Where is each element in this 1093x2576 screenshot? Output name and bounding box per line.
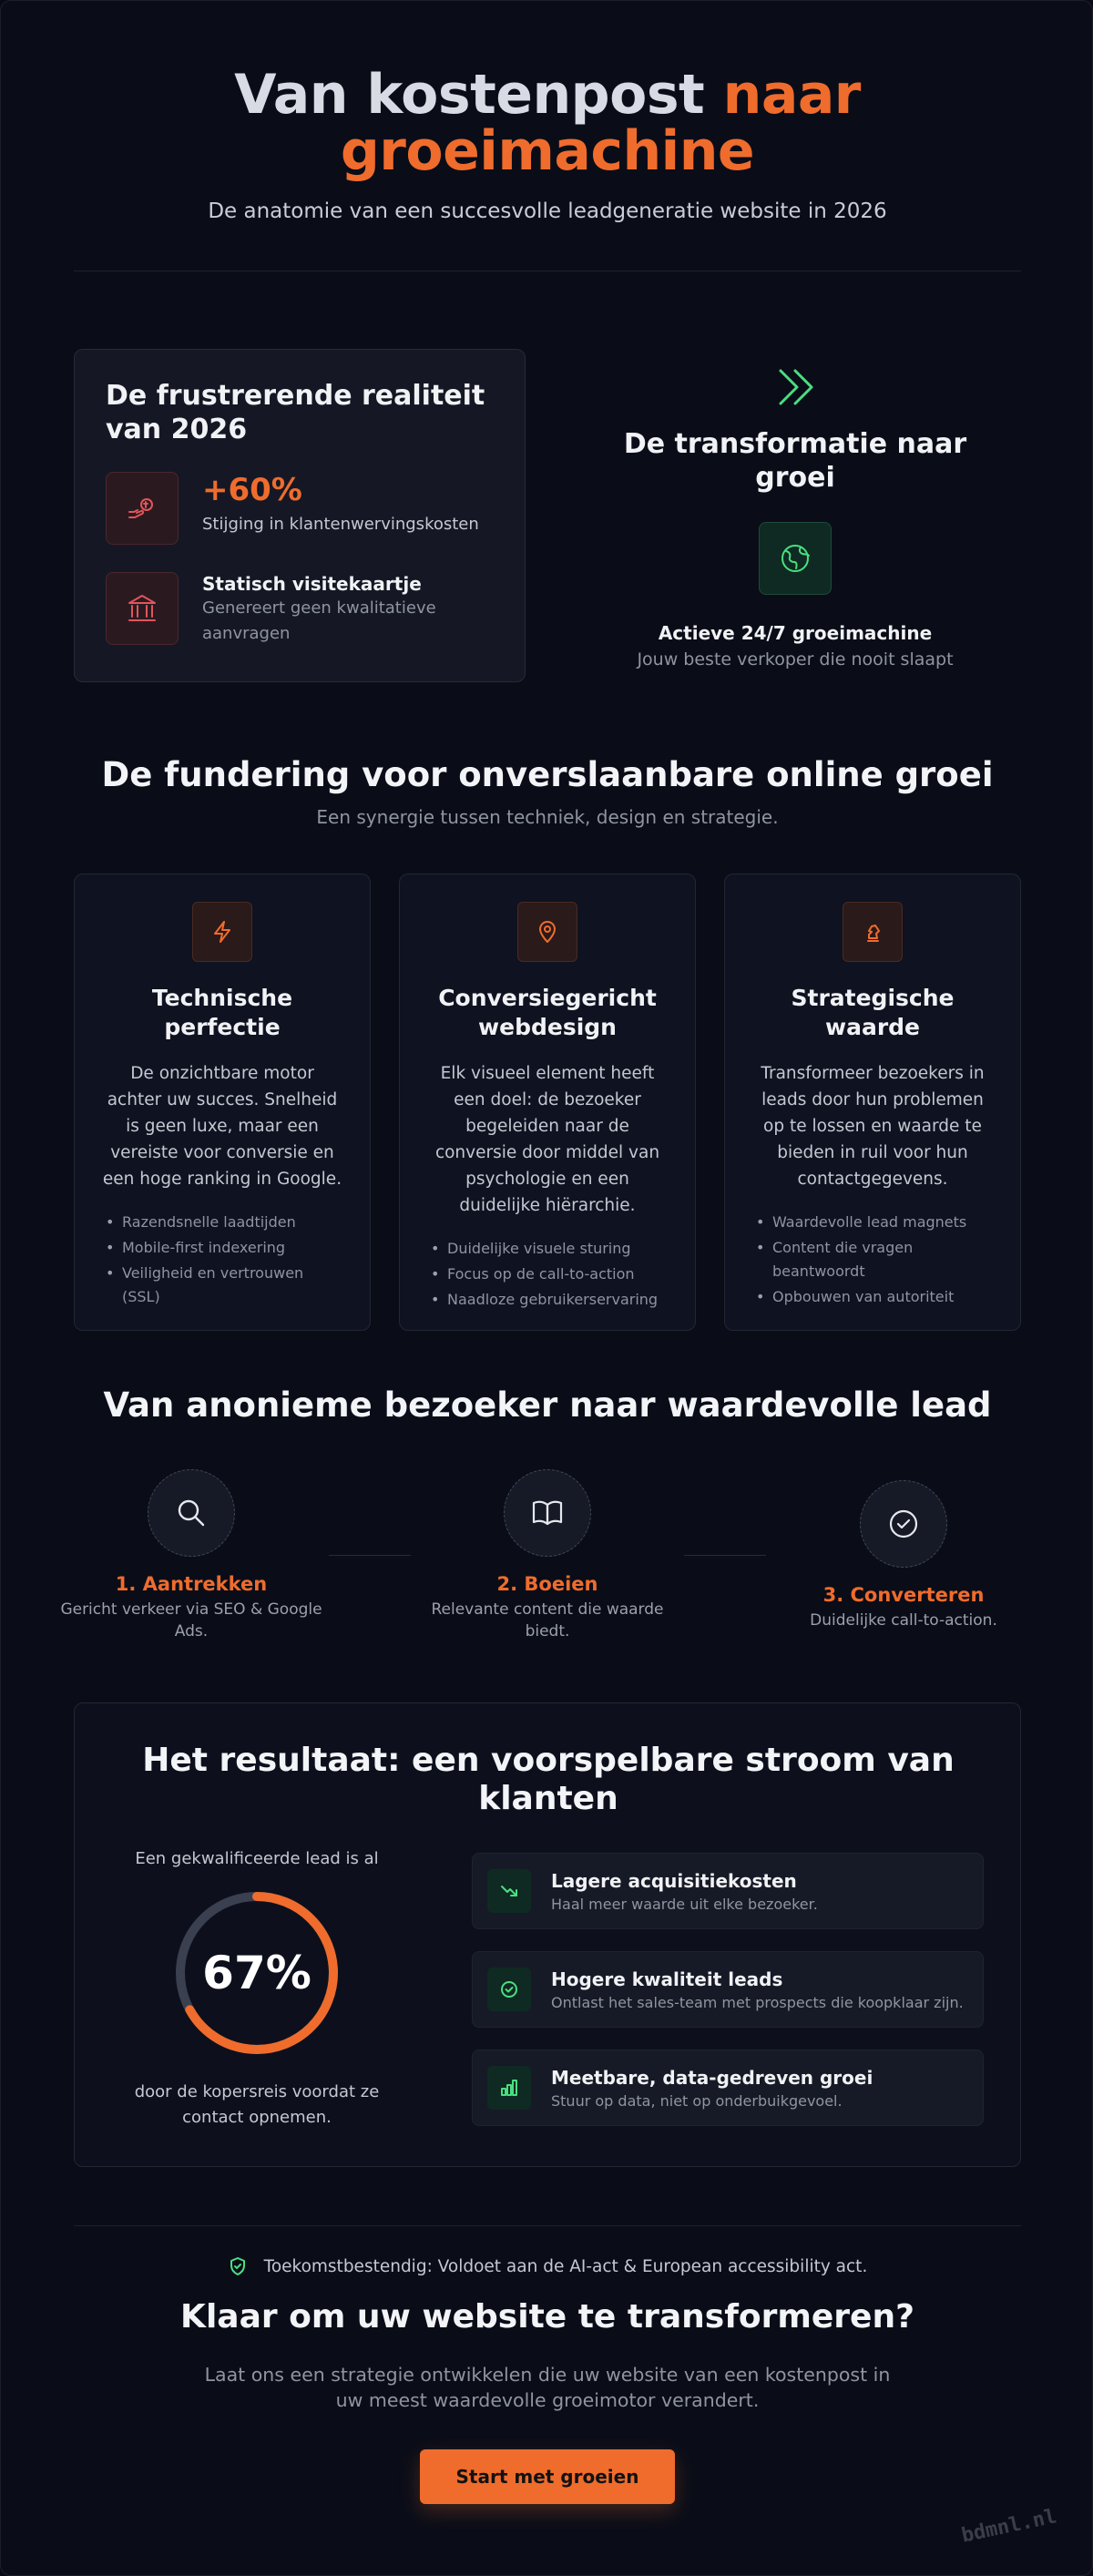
check-circle-icon	[487, 1968, 531, 2011]
list-item: • Focus op de call-to-action	[427, 1262, 668, 1286]
gauge-top-text: Een gekwalificeerde lead is al	[135, 1849, 379, 1868]
divider	[74, 2225, 1021, 2226]
step-sub: Gericht verkeer via SEO & Google Ads.	[60, 1600, 322, 1641]
result-title: Het resultaat: een voorspelbare stroom van klanten	[142, 1742, 955, 1817]
list-item: • Naadloze gebruikerservaring	[427, 1288, 668, 1312]
cta-subtitle: Laat ons een strategie ontwikkelen die uw website van een kostenpost in uw meest waardevolle groeimotor verandert.	[204, 2364, 891, 2411]
step-engage	[411, 1469, 684, 1642]
reality-item-row	[106, 572, 494, 647]
pillar-technical	[74, 874, 371, 1331]
pillar-text: Elk visueel element heeft een doel: de bezoeker begeleiden naar de conversie door middel van psychologie en een duidelijke hiërarchie.	[434, 1064, 660, 1215]
list-item: • Duidelijke visuele sturing	[427, 1237, 668, 1261]
gauge-bottom-text: door de kopersreis voordat ze contact opnemen.	[134, 2082, 380, 2127]
hero	[1, 63, 1093, 223]
stat-value: +60%	[202, 472, 302, 508]
reality-title: De frustrerende realiteit van 2026	[106, 380, 485, 445]
hero-title-part3: groeimachine	[340, 119, 755, 183]
list-item: • Veiligheid en vertrouwen (SSL)	[102, 1262, 342, 1309]
start-button[interactable]: Start met groeien	[420, 2449, 675, 2504]
chess-knight-icon	[843, 902, 903, 962]
reality-item-sub: Genereert geen kwalitatieve aanvragen	[202, 598, 436, 643]
transformation-item-title: Actieve 24/7 groeimachine	[658, 622, 933, 644]
step-attract	[55, 1469, 328, 1642]
foundation-title: De fundering voor onverslaanbare online groei	[101, 755, 994, 794]
watermark: bdmnl.nl	[959, 2505, 1059, 2548]
journey-title: Van anonieme bezoeker naar waardevolle lead	[103, 1385, 992, 1425]
step-connector	[684, 1555, 766, 1556]
step-connector	[329, 1555, 411, 1556]
list-item: • Waardevolle lead magnets	[752, 1211, 993, 1234]
compliance-note	[1, 2256, 1093, 2276]
transformation-block	[606, 365, 985, 670]
shield-check-icon	[228, 2256, 248, 2276]
list-item: • Content die vragen beantwoordt	[752, 1236, 993, 1283]
step-title: 1. Aantrekken	[115, 1573, 268, 1595]
pillar-title: Strategische waarde	[791, 985, 955, 1040]
step-sub: Duidelijke call-to-action.	[810, 1611, 997, 1630]
hero-title-part2: naar	[722, 63, 861, 127]
search-icon	[148, 1469, 235, 1557]
pillar-text: De onzichtbare motor achter uw succes. Snelheid is geen luxe, maar een vereiste voor conversie en een hoge ranking in Google.	[102, 1064, 342, 1189]
benefit-item	[472, 2050, 984, 2126]
gauge-block	[111, 1849, 403, 2131]
benefit-title: Lagere acquisitiekosten	[551, 1869, 797, 1892]
benefit-item	[472, 1951, 984, 2028]
hero-title	[1, 63, 1093, 183]
transformation-item-sub: Jouw beste verkoper die nooit slaapt	[637, 649, 954, 670]
result-card	[74, 1702, 1021, 2167]
reality-stat-row	[106, 472, 494, 545]
pillar-design	[399, 874, 696, 1331]
benefit-title: Hogere kwaliteit leads	[551, 1968, 783, 1990]
trending-down-icon	[487, 1869, 531, 1913]
reality-card	[74, 349, 526, 682]
gauge-value: 67%	[202, 1947, 312, 1999]
bar-chart-icon	[487, 2066, 531, 2110]
book-open-icon	[504, 1469, 591, 1557]
step-title: 3. Converteren	[822, 1584, 985, 1606]
compliance-text: Toekomstbestendig: Voldoet aan de AI-act & European accessibility act.	[263, 2256, 868, 2276]
transformation-title: De transformatie naar groei	[623, 428, 967, 494]
stat-label: Stijging in klantenwervingskosten	[202, 515, 479, 534]
reality-item-title: Statisch visitekaartje	[202, 573, 422, 595]
step-title: 2. Boeien	[496, 1573, 598, 1595]
chevrons-right-icon	[606, 365, 985, 409]
step-sub: Relevante content die waarde biedt.	[431, 1600, 664, 1641]
pillar-bullets	[752, 1211, 993, 1309]
pillar-text: Transformeer bezoekers in leads door hun problemen op te lossen en waarde te bieden in ruil voor hun contactgegevens.	[761, 1064, 985, 1189]
benefit-sub: Ontlast het sales-team met prospects die koopklaar zijn.	[551, 1993, 964, 2011]
pillar-strategy	[724, 874, 1021, 1331]
list-item: • Mobile-first indexering	[102, 1236, 342, 1260]
map-pin-icon	[517, 902, 577, 962]
hero-subtitle: De anatomie van een succesvolle leadgeneratie website in 2026	[208, 199, 887, 223]
foundation-subtitle: Een synergie tussen techniek, design en strategie.	[316, 806, 779, 828]
list-item: • Opbouwen van autoriteit	[752, 1285, 993, 1309]
pillar-title: Technische perfectie	[151, 985, 293, 1040]
globe-icon	[759, 522, 832, 595]
benefit-item	[472, 1853, 984, 1929]
reality-stat-text	[202, 472, 479, 536]
check-circle-icon	[860, 1480, 947, 1568]
benefit-sub: Stuur op data, niet op onderbuikgevoel.	[551, 2091, 843, 2110]
cta-title: Klaar om uw website te transformeren?	[180, 2298, 914, 2336]
benefit-sub: Haal meer waarde uit elke bezoeker.	[551, 1895, 818, 1913]
benefit-title: Meetbare, data-gedreven groei	[551, 2066, 873, 2089]
pillar-title: Conversiegericht webdesign	[438, 985, 657, 1040]
cost-hand-icon	[106, 472, 179, 545]
lightning-icon	[192, 902, 252, 962]
hero-title-part1: Van kostenpost	[234, 63, 723, 127]
pillar-bullets	[102, 1211, 342, 1309]
list-item: • Razendsnelle laadtijden	[102, 1211, 342, 1234]
progress-gauge	[170, 1886, 343, 2060]
reality-item-text	[202, 572, 494, 647]
pillar-bullets	[427, 1237, 668, 1312]
step-convert	[767, 1480, 1040, 1631]
bank-icon	[106, 572, 179, 645]
